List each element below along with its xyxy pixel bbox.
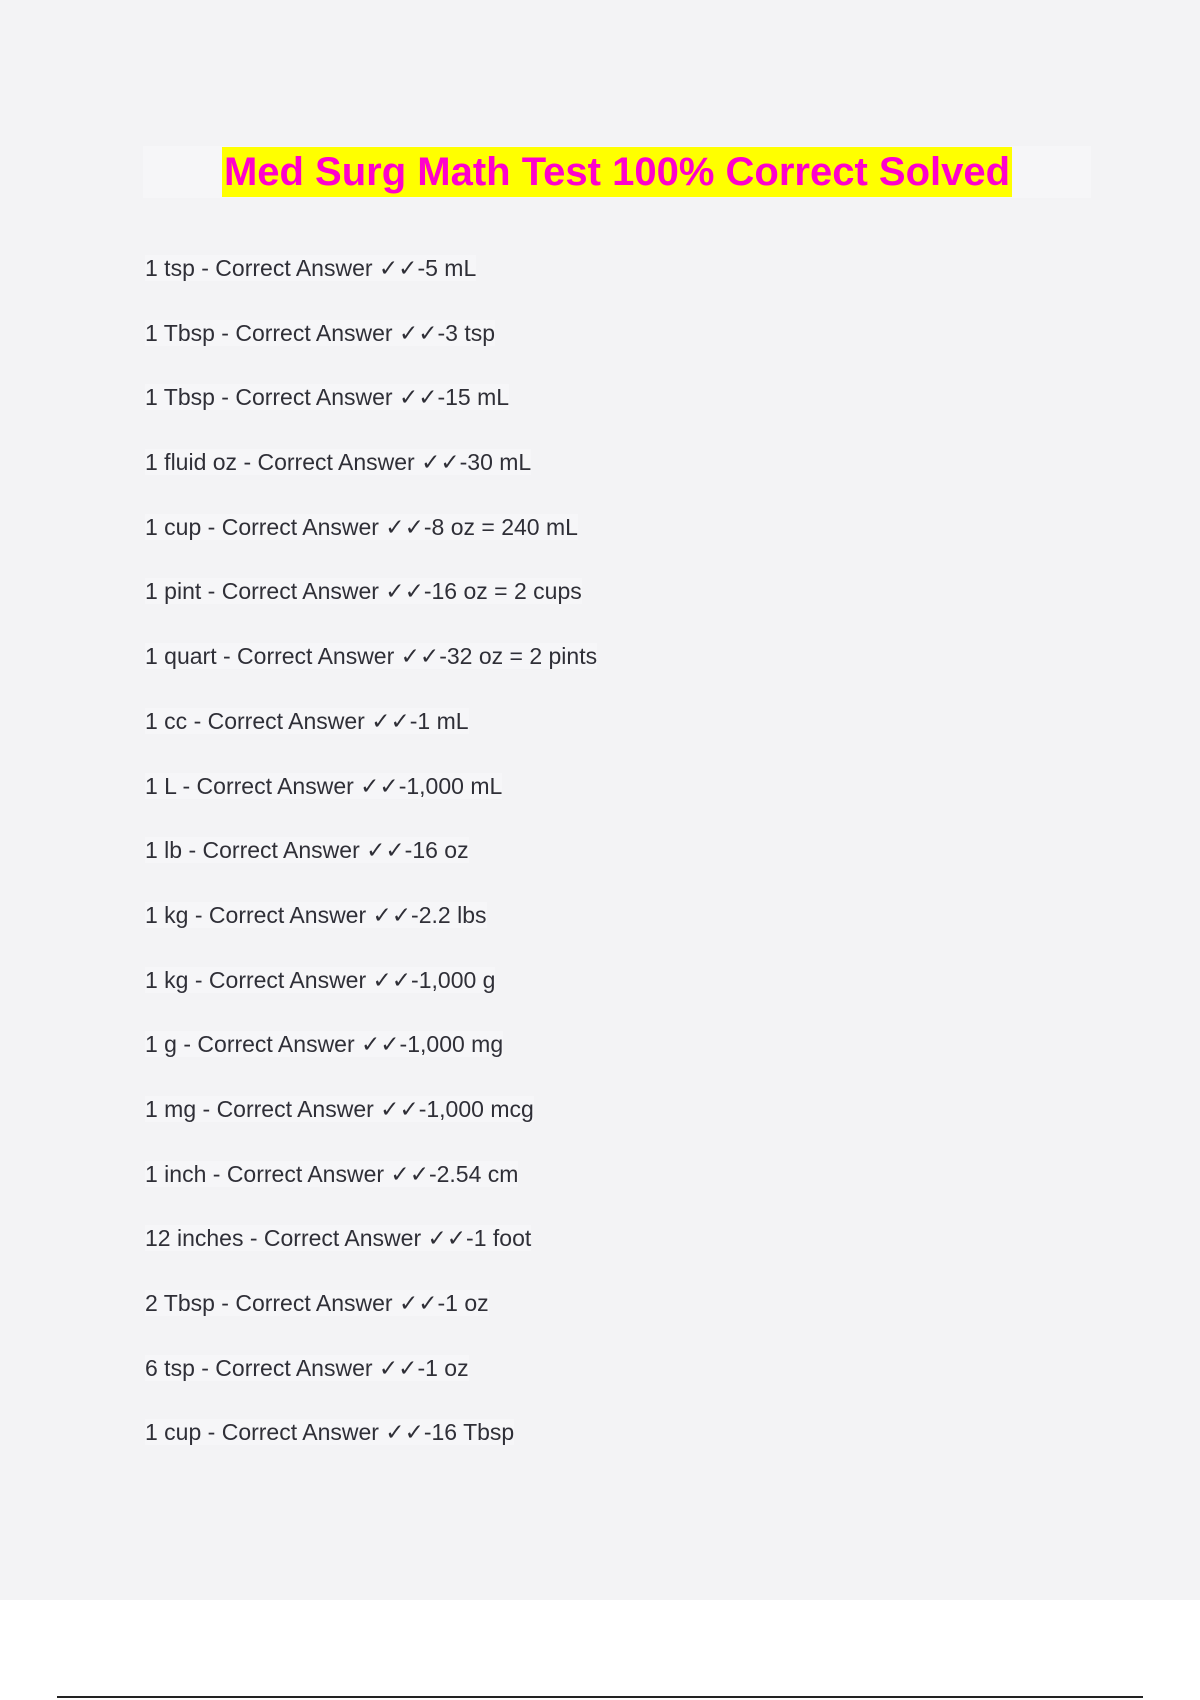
list-item-text: 1 kg - Correct Answer ✓✓-1,000 g [145, 966, 496, 993]
list-item [145, 575, 597, 640]
list-item [145, 381, 597, 446]
list-item [145, 705, 597, 770]
list-item-text: 1 Tbsp - Correct Answer ✓✓-3 tsp [145, 319, 496, 346]
qa-list [145, 252, 597, 1481]
list-item [145, 446, 597, 511]
list-item-text: 2 Tbsp - Correct Answer ✓✓-1 oz [145, 1290, 489, 1316]
list-item [145, 964, 597, 1029]
list-item [145, 1028, 597, 1093]
list-item-text: 6 tsp - Correct Answer ✓✓-1 oz [145, 1354, 469, 1381]
list-item [145, 1352, 597, 1417]
list-item-text: 1 Tbsp - Correct Answer ✓✓-15 mL [145, 384, 510, 411]
list-item [145, 640, 597, 705]
list-item [145, 1158, 597, 1223]
list-item [145, 1416, 597, 1481]
list-item-text: 1 tsp - Correct Answer ✓✓-5 mL [145, 255, 477, 281]
list-item-text: 1 kg - Correct Answer ✓✓-2.2 lbs [145, 901, 487, 928]
list-item-text: 1 quart - Correct Answer ✓✓-32 oz = 2 pints [145, 643, 598, 670]
list-item-text: 1 L - Correct Answer ✓✓-1,000 mL [145, 772, 503, 799]
list-item-text: 1 fluid oz - Correct Answer ✓✓-30 mL [145, 449, 532, 476]
list-item-text: 1 inch - Correct Answer ✓✓-2.54 cm [145, 1160, 519, 1187]
list-item-text: 12 inches - Correct Answer ✓✓-1 foot [145, 1225, 532, 1252]
list-item [145, 1222, 597, 1287]
list-item-text: 1 cc - Correct Answer ✓✓-1 mL [145, 707, 469, 734]
list-item-text: 1 pint - Correct Answer ✓✓-16 oz = 2 cups [145, 578, 582, 605]
list-item [145, 252, 597, 317]
list-item-text: 1 cup - Correct Answer ✓✓-8 oz = 240 mL [145, 513, 578, 540]
list-item [145, 1287, 597, 1352]
list-item [145, 834, 597, 899]
footer-divider [57, 1696, 1143, 1698]
list-item [145, 511, 597, 576]
title-band [143, 146, 1091, 198]
list-item-text: 1 mg - Correct Answer ✓✓-1,000 mcg [145, 1095, 534, 1122]
list-item [145, 1093, 597, 1158]
list-item [145, 317, 597, 382]
list-item-text: 1 g - Correct Answer ✓✓-1,000 mg [145, 1031, 504, 1058]
page-title: Med Surg Math Test 100% Correct Solved [222, 147, 1012, 197]
list-item [145, 770, 597, 835]
list-item-text: 1 lb - Correct Answer ✓✓-16 oz [145, 837, 469, 864]
list-item-text: 1 cup - Correct Answer ✓✓-16 Tbsp [145, 1419, 515, 1446]
list-item [145, 899, 597, 964]
